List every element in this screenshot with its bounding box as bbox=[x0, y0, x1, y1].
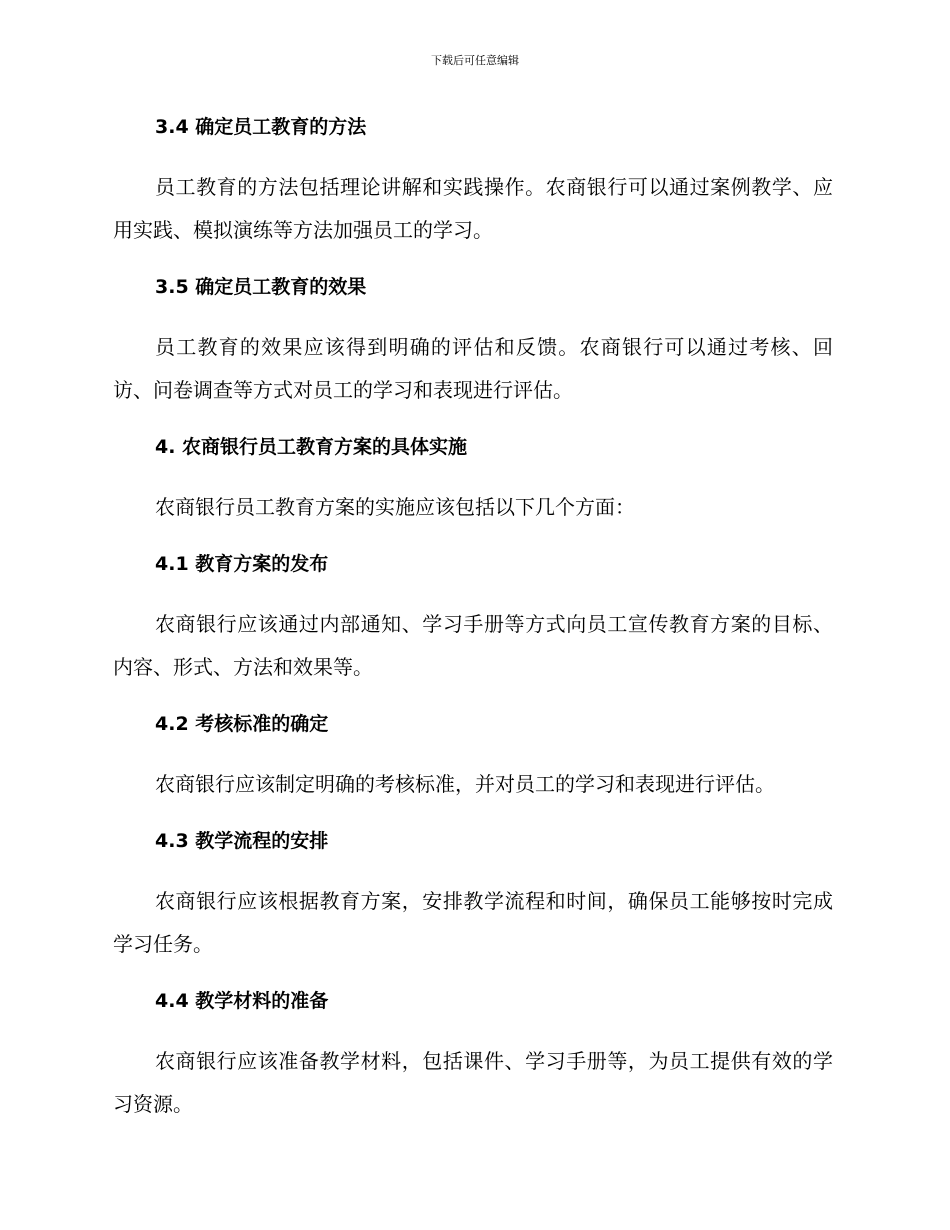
section-paragraph: 农商银行应该根据教育方案，安排教学流程和时间，确保员工能够按时完成学习任务。 bbox=[113, 889, 833, 956]
section-paragraph: 农商银行员工教育方案的实施应该包括以下几个方面： bbox=[155, 495, 635, 519]
section-paragraph: 农商银行应该制定明确的考核标准，并对员工的学习和表现进行评估。 bbox=[155, 772, 775, 796]
section-paragraph: 农商银行应该准备教学材料，包括课件、学习手册等，为员工提供有效的学习资源。 bbox=[113, 1049, 833, 1116]
section-heading: 4.3 教学流程的安排 bbox=[155, 830, 329, 852]
page-header-note: 下载后可任意编辑 bbox=[431, 54, 519, 67]
section-heading: 4.1 教育方案的发布 bbox=[155, 553, 329, 575]
section-heading: 4.4 教学材料的准备 bbox=[155, 990, 329, 1012]
section-paragraph: 员工教育的效果应该得到明确的评估和反馈。农商银行可以通过考核、回访、问卷调查等方式对员工的学习和表现进行评估。 bbox=[113, 335, 833, 402]
section-heading: 4.2 考核标准的确定 bbox=[155, 713, 329, 735]
section-paragraph: 员工教育的方法包括理论讲解和实践操作。农商银行可以通过案例教学、应用实践、模拟演练等方法加强员工的学习。 bbox=[113, 175, 833, 242]
section-heading: 3.4 确定员工教育的方法 bbox=[155, 116, 367, 138]
section-heading: 4. 农商银行员工教育方案的具体实施 bbox=[155, 436, 468, 458]
section-heading: 3.5 确定员工教育的效果 bbox=[155, 276, 367, 298]
document-body bbox=[113, 112, 833, 1126]
section-paragraph: 农商银行应该通过内部通知、学习手册等方式向员工宣传教育方案的目标、内容、形式、方法和效果等。 bbox=[113, 612, 833, 679]
